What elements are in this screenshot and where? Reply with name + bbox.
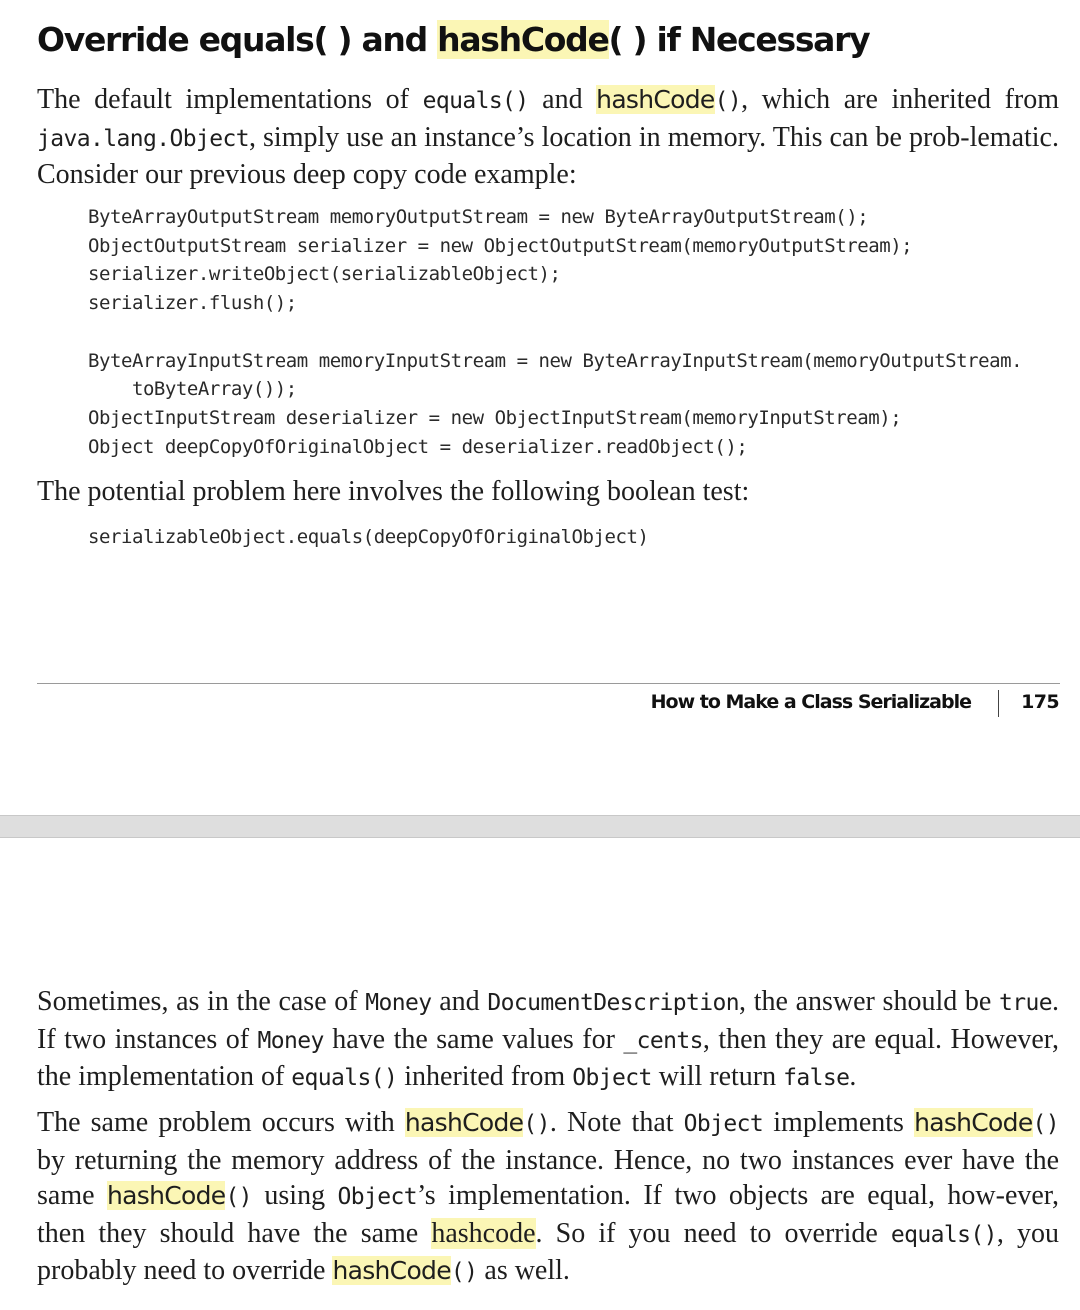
- code-line: toByteArray());: [88, 378, 297, 401]
- highlight: hashCode: [914, 1108, 1033, 1137]
- highlight: hashCode: [332, 1256, 451, 1285]
- page-number: 175: [1021, 691, 1059, 713]
- highlight: hashCode: [107, 1181, 226, 1210]
- money-paragraph: Sometimes, as in the case of Money and DocumentDescription, the answer should be true. If two instances of Money have the same values for _cents, then they are equal. However, the implementation of equals() inherited from Object will return false.: [37, 986, 1059, 1092]
- code-line: Object deepCopyOfOriginalObject = deserializer.readObject();: [88, 435, 748, 458]
- hashcode-paragraph: The same problem occurs with hashCode(). Note that Object implements hashCode() by returning the memory address of the instance. Hence, no two instances ever have the same hashCode() using Object’s implementation. If two objects are equal, how-ever, then they should have the same hashcode. So if you need to override equals(), you probably need to override hashCode() as well.: [37, 1107, 1060, 1286]
- footer-separator: [998, 690, 999, 717]
- code-line: ByteArrayInputStream memoryInputStream = new ByteArrayInputStream(memoryOutputStream.: [88, 349, 1023, 372]
- section-heading: Override equals( ) and hashCode( ) if Necessary: [37, 20, 870, 59]
- highlight: hashCode: [596, 85, 715, 114]
- equals-code-line: serializableObject.equals(deepCopyOfOriginalObject): [88, 526, 649, 548]
- highlight: hashCode: [437, 20, 609, 59]
- boolean-test-paragraph: The potential problem here involves the following boolean test:: [37, 476, 750, 507]
- footer-rule: [37, 683, 1060, 684]
- code-line: ByteArrayOutputStream memoryOutputStream = new ByteArrayOutputStream();: [88, 206, 869, 228]
- running-footer-title: How to Make a Class Serializable: [650, 691, 971, 713]
- highlight: hashCode: [404, 1108, 524, 1137]
- page-separator: [0, 815, 1080, 838]
- code-line: ObjectInputStream deserializer = new ObjectInputStream(memoryInputStream);: [88, 406, 902, 429]
- intro-paragraph: The default implementations of equals() and hashCode(), which are inherited from java.lang.Object, simply use an instance’s location in memory. This can be prob-lematic. Consider our previous deep copy code example:: [37, 84, 1059, 190]
- code-line: serializer.writeObject(serializableObject);: [88, 263, 561, 286]
- code-line: serializer.flush();: [88, 292, 297, 315]
- code-line: ObjectOutputStream serializer = new ObjectOutputStream(memoryOutputStream);: [88, 234, 913, 257]
- highlight: hashcode: [431, 1217, 536, 1249]
- deep-copy-code-block: [88, 203, 1022, 461]
